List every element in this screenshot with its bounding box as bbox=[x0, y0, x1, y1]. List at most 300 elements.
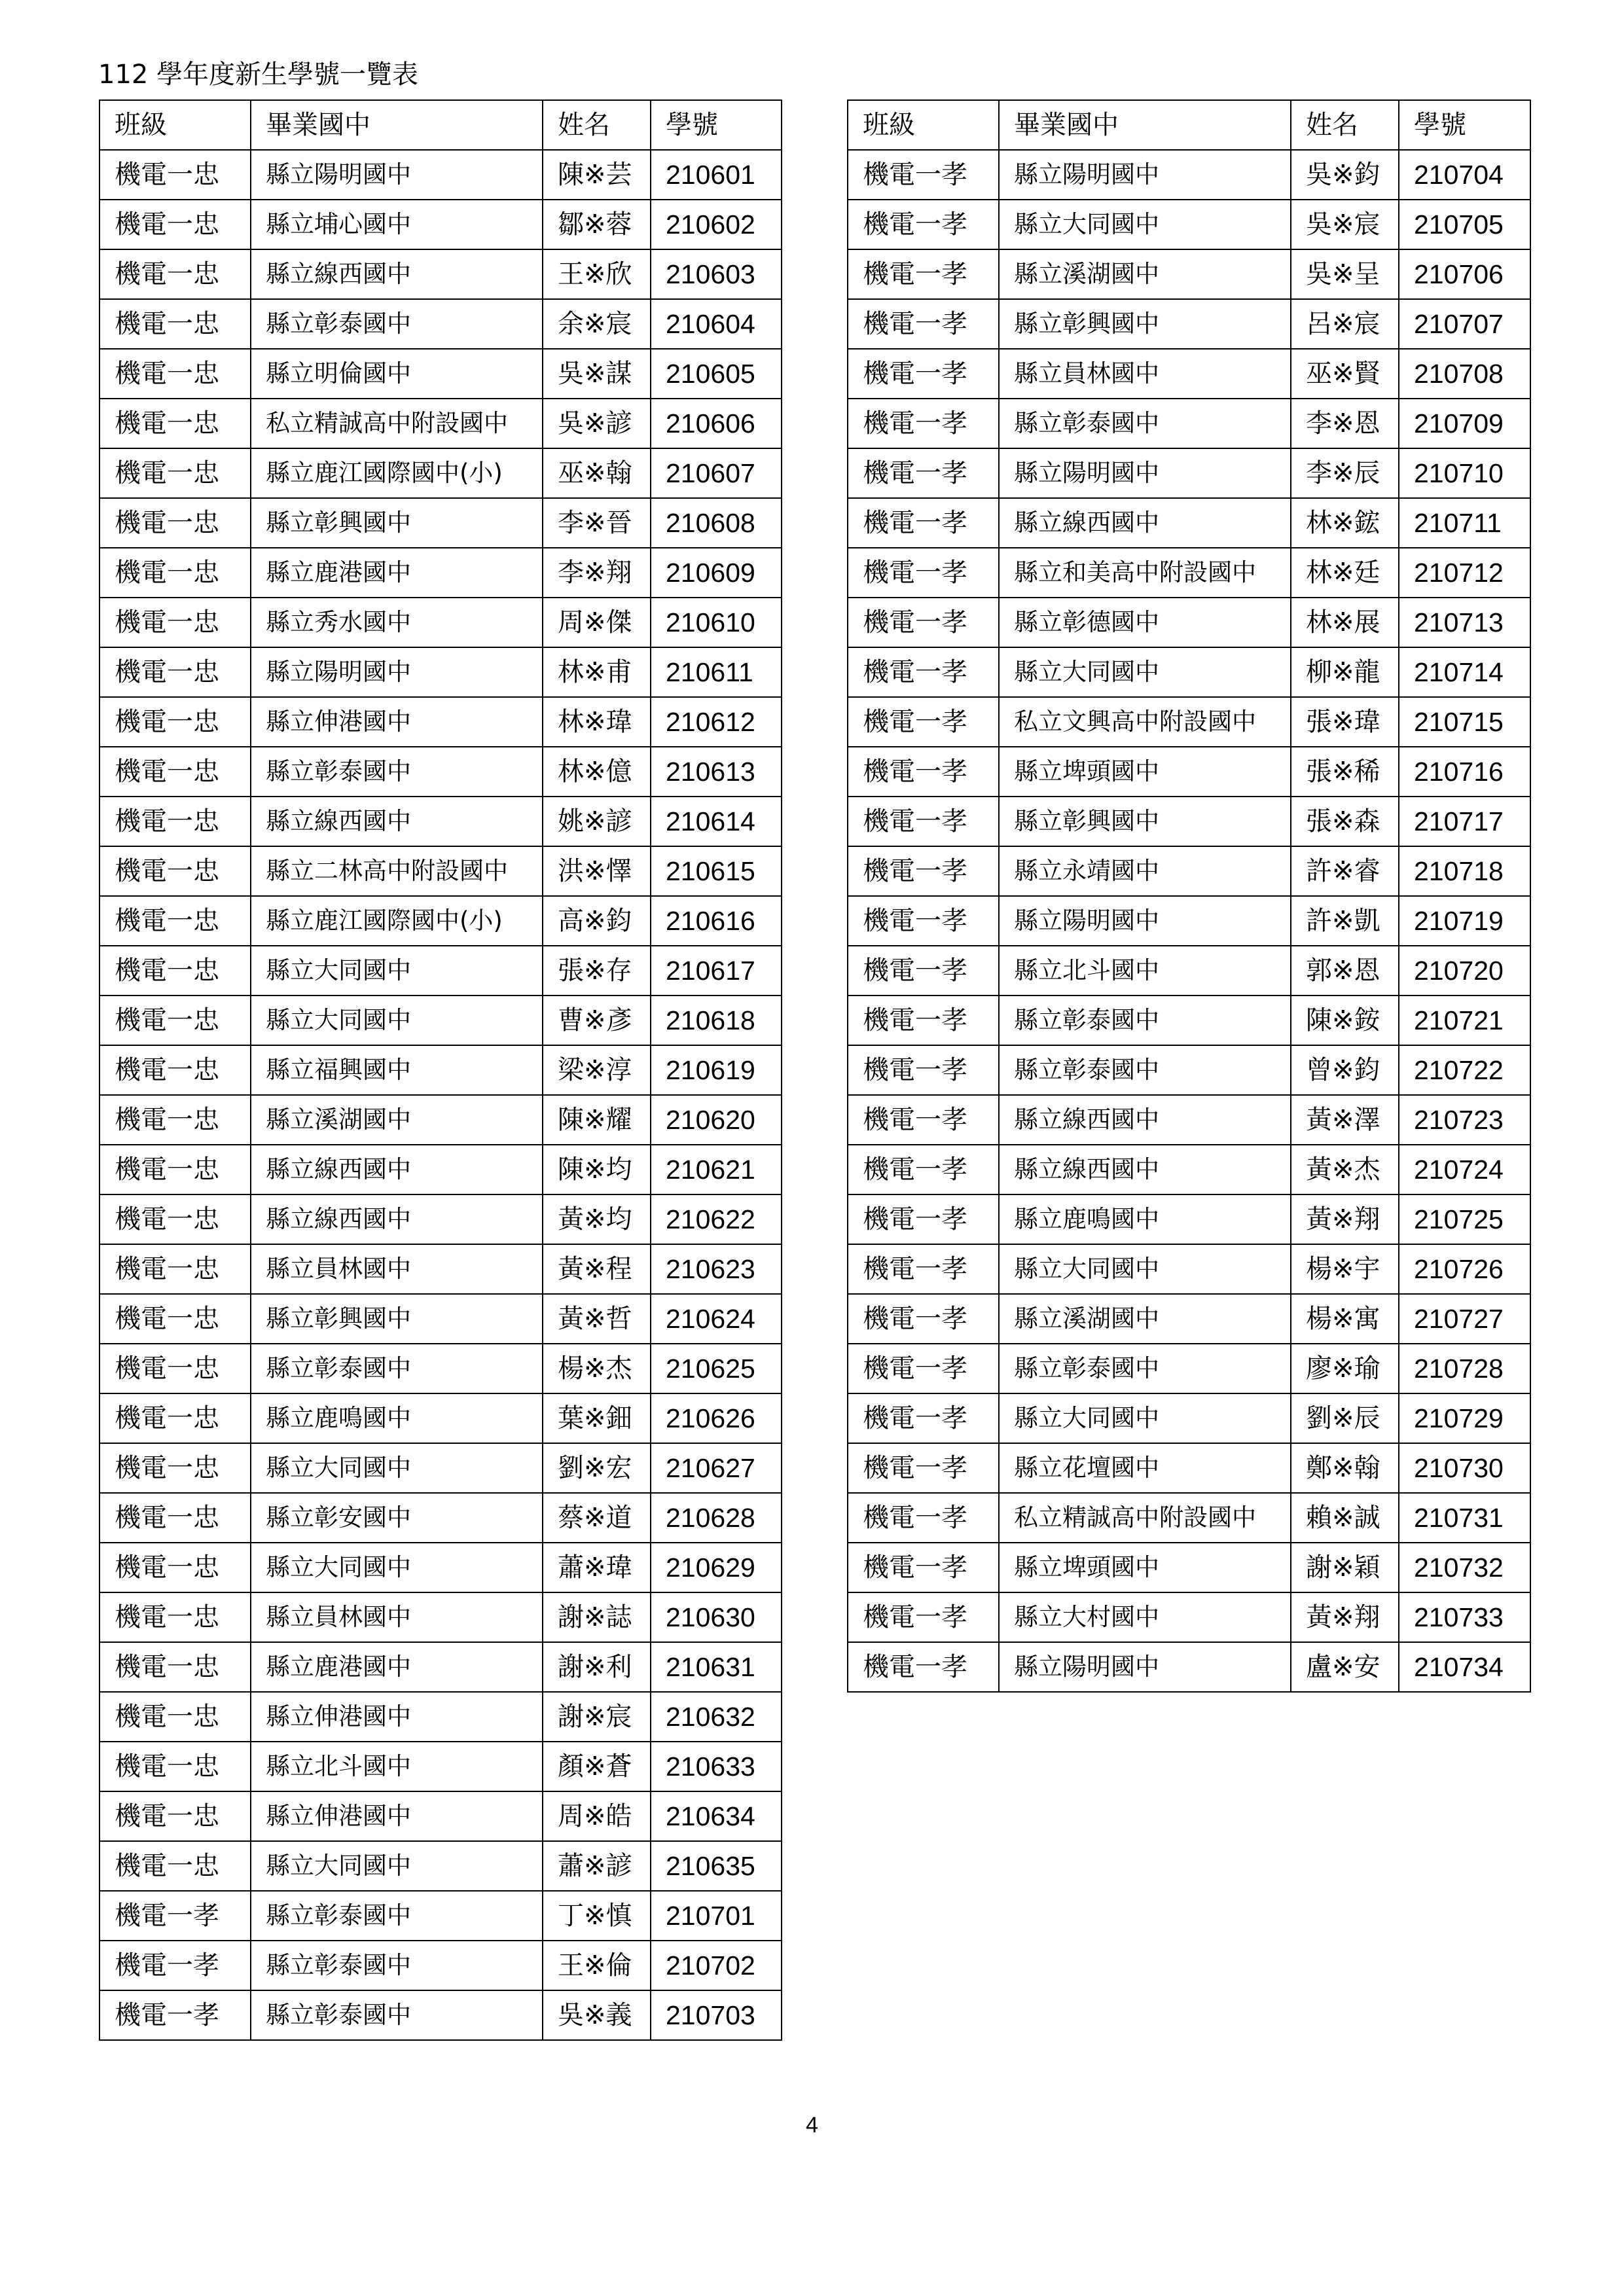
class-cell: 機電一孝 bbox=[848, 946, 999, 996]
table-row bbox=[848, 946, 1530, 996]
table-row bbox=[99, 349, 782, 399]
class-cell: 機電一忠 bbox=[99, 1642, 251, 1692]
table-row bbox=[99, 846, 782, 896]
table-row bbox=[99, 1244, 782, 1294]
table-row bbox=[848, 1244, 1530, 1294]
name-cell: 鄒※蓉 bbox=[543, 200, 651, 249]
school-cell: 縣立員林國中 bbox=[251, 1592, 543, 1642]
table-row bbox=[848, 399, 1530, 448]
school-cell: 縣立伸港國中 bbox=[251, 1692, 543, 1742]
name-cell: 曾※鈞 bbox=[1291, 1045, 1399, 1095]
table-row bbox=[99, 1145, 782, 1194]
name-cell: 巫※翰 bbox=[543, 448, 651, 498]
name-cell: 楊※杰 bbox=[543, 1344, 651, 1393]
student-id-cell: 210617 bbox=[651, 946, 782, 996]
name-cell: 劉※宏 bbox=[543, 1443, 651, 1493]
page-number: 4 bbox=[806, 2113, 818, 2138]
student-id-cell: 210726 bbox=[1399, 1244, 1530, 1294]
name-cell: 謝※宸 bbox=[543, 1692, 651, 1742]
school-cell: 縣立彰安國中 bbox=[251, 1493, 543, 1543]
name-cell: 楊※寓 bbox=[1291, 1294, 1399, 1344]
class-cell: 機電一孝 bbox=[848, 399, 999, 448]
student-id-cell: 210716 bbox=[1399, 747, 1530, 797]
table-row bbox=[99, 1592, 782, 1642]
name-cell: 黃※程 bbox=[543, 1244, 651, 1294]
student-id-cell: 210609 bbox=[651, 548, 782, 598]
school-cell: 縣立線西國中 bbox=[251, 1145, 543, 1194]
student-id-cell: 210732 bbox=[1399, 1543, 1530, 1592]
table-row bbox=[99, 299, 782, 349]
school-cell: 縣立彰泰國中 bbox=[999, 1344, 1291, 1393]
class-cell: 機電一孝 bbox=[848, 200, 999, 249]
name-cell: 葉※鈿 bbox=[543, 1393, 651, 1443]
student-id-cell: 210702 bbox=[651, 1941, 782, 1990]
table-row bbox=[99, 598, 782, 647]
school-cell: 縣立陽明國中 bbox=[251, 647, 543, 697]
class-cell: 機電一忠 bbox=[99, 448, 251, 498]
student-id-cell: 210614 bbox=[651, 797, 782, 846]
school-cell: 縣立彰泰國中 bbox=[999, 399, 1291, 448]
student-id-cell: 210627 bbox=[651, 1443, 782, 1493]
class-cell: 機電一孝 bbox=[848, 1642, 999, 1692]
student-id-cell: 210706 bbox=[1399, 249, 1530, 299]
table-row bbox=[848, 896, 1530, 946]
student-id-cell: 210612 bbox=[651, 697, 782, 747]
school-cell: 縣立埔心國中 bbox=[251, 200, 543, 249]
name-cell: 黃※翔 bbox=[1291, 1194, 1399, 1244]
name-cell: 王※欣 bbox=[543, 249, 651, 299]
school-cell: 縣立鹿江國際國中(小) bbox=[251, 896, 543, 946]
table-header-row bbox=[99, 100, 782, 150]
name-cell: 王※倫 bbox=[543, 1941, 651, 1990]
school-cell: 縣立秀水國中 bbox=[251, 598, 543, 647]
name-cell: 周※皓 bbox=[543, 1791, 651, 1841]
school-cell: 縣立福興國中 bbox=[251, 1045, 543, 1095]
class-cell: 機電一忠 bbox=[99, 1344, 251, 1393]
table-row bbox=[848, 996, 1530, 1045]
name-cell: 李※翔 bbox=[543, 548, 651, 598]
table-row bbox=[848, 150, 1530, 200]
school-cell: 縣立大同國中 bbox=[251, 1841, 543, 1891]
table-row bbox=[99, 797, 782, 846]
student-id-cell: 210613 bbox=[651, 747, 782, 797]
class-cell: 機電一孝 bbox=[848, 1244, 999, 1294]
table-row bbox=[848, 448, 1530, 498]
name-cell: 陳※芸 bbox=[543, 150, 651, 200]
name-cell: 曹※彥 bbox=[543, 996, 651, 1045]
school-cell: 縣立線西國中 bbox=[251, 249, 543, 299]
school-cell: 縣立彰泰國中 bbox=[999, 996, 1291, 1045]
student-id-cell: 210629 bbox=[651, 1543, 782, 1592]
school-cell: 縣立彰泰國中 bbox=[251, 747, 543, 797]
student-table-right bbox=[847, 99, 1531, 1693]
student-id-cell: 210718 bbox=[1399, 846, 1530, 896]
name-cell: 張※存 bbox=[543, 946, 651, 996]
name-cell: 黃※杰 bbox=[1291, 1145, 1399, 1194]
table-row bbox=[99, 1841, 782, 1891]
name-cell: 林※瑋 bbox=[543, 697, 651, 747]
table-row bbox=[848, 1443, 1530, 1493]
class-cell: 機電一忠 bbox=[99, 996, 251, 1045]
class-cell: 機電一忠 bbox=[99, 946, 251, 996]
student-id-cell: 210730 bbox=[1399, 1443, 1530, 1493]
table-row bbox=[99, 1393, 782, 1443]
school-cell: 縣立鹿鳴國中 bbox=[251, 1393, 543, 1443]
name-cell: 盧※安 bbox=[1291, 1642, 1399, 1692]
class-cell: 機電一孝 bbox=[848, 1393, 999, 1443]
header-class: 班級 bbox=[99, 100, 251, 150]
class-cell: 機電一孝 bbox=[848, 747, 999, 797]
table-row bbox=[848, 349, 1530, 399]
school-cell: 私立精誠高中附設國中 bbox=[999, 1493, 1291, 1543]
class-cell: 機電一忠 bbox=[99, 1692, 251, 1742]
student-id-cell: 210734 bbox=[1399, 1642, 1530, 1692]
table-body bbox=[848, 150, 1530, 1692]
name-cell: 吳※宸 bbox=[1291, 200, 1399, 249]
name-cell: 李※恩 bbox=[1291, 399, 1399, 448]
student-id-cell: 210717 bbox=[1399, 797, 1530, 846]
school-cell: 縣立鹿鳴國中 bbox=[999, 1194, 1291, 1244]
class-cell: 機電一孝 bbox=[848, 996, 999, 1045]
school-cell: 縣立埤頭國中 bbox=[999, 747, 1291, 797]
class-cell: 機電一孝 bbox=[848, 1443, 999, 1493]
school-cell: 縣立埤頭國中 bbox=[999, 1543, 1291, 1592]
table-row bbox=[848, 200, 1530, 249]
name-cell: 張※稀 bbox=[1291, 747, 1399, 797]
table-row bbox=[99, 1791, 782, 1841]
class-cell: 機電一孝 bbox=[848, 1194, 999, 1244]
school-cell: 縣立彰泰國中 bbox=[251, 1344, 543, 1393]
name-cell: 楊※宇 bbox=[1291, 1244, 1399, 1294]
student-id-cell: 210721 bbox=[1399, 996, 1530, 1045]
table-row bbox=[99, 1990, 782, 2040]
school-cell: 私立文興高中附設國中 bbox=[999, 697, 1291, 747]
student-id-cell: 210713 bbox=[1399, 598, 1530, 647]
table-row bbox=[99, 697, 782, 747]
school-cell: 縣立彰泰國中 bbox=[251, 1891, 543, 1941]
table-row bbox=[99, 200, 782, 249]
student-id-cell: 210701 bbox=[651, 1891, 782, 1941]
student-id-cell: 210608 bbox=[651, 498, 782, 548]
student-id-cell: 210601 bbox=[651, 150, 782, 200]
school-cell: 縣立大同國中 bbox=[251, 946, 543, 996]
school-cell: 私立精誠高中附設國中 bbox=[251, 399, 543, 448]
table-row bbox=[848, 797, 1530, 846]
class-cell: 機電一忠 bbox=[99, 1493, 251, 1543]
table-row bbox=[848, 1045, 1530, 1095]
table-row bbox=[848, 1294, 1530, 1344]
school-cell: 縣立大村國中 bbox=[999, 1592, 1291, 1642]
table-row bbox=[99, 647, 782, 697]
student-id-cell: 210724 bbox=[1399, 1145, 1530, 1194]
school-cell: 縣立和美高中附設國中 bbox=[999, 548, 1291, 598]
name-cell: 謝※誌 bbox=[543, 1592, 651, 1642]
student-id-cell: 210611 bbox=[651, 647, 782, 697]
name-cell: 丁※慎 bbox=[543, 1891, 651, 1941]
name-cell: 林※展 bbox=[1291, 598, 1399, 647]
student-id-cell: 210607 bbox=[651, 448, 782, 498]
class-cell: 機電一忠 bbox=[99, 1841, 251, 1891]
student-id-cell: 210733 bbox=[1399, 1592, 1530, 1642]
name-cell: 謝※利 bbox=[543, 1642, 651, 1692]
name-cell: 陳※銨 bbox=[1291, 996, 1399, 1045]
table-row bbox=[848, 1543, 1530, 1592]
table-row bbox=[99, 1941, 782, 1990]
class-cell: 機電一孝 bbox=[848, 647, 999, 697]
school-cell: 縣立彰興國中 bbox=[251, 498, 543, 548]
name-cell: 蕭※諺 bbox=[543, 1841, 651, 1891]
school-cell: 縣立彰德國中 bbox=[999, 598, 1291, 647]
page-title: 112 學年度新生學號一覽表 bbox=[98, 60, 419, 90]
class-cell: 機電一忠 bbox=[99, 747, 251, 797]
name-cell: 林※鋐 bbox=[1291, 498, 1399, 548]
name-cell: 謝※穎 bbox=[1291, 1543, 1399, 1592]
table-row bbox=[99, 1443, 782, 1493]
class-cell: 機電一忠 bbox=[99, 399, 251, 448]
table-row bbox=[848, 747, 1530, 797]
student-id-cell: 210616 bbox=[651, 896, 782, 946]
student-id-cell: 210631 bbox=[651, 1642, 782, 1692]
student-id-cell: 210714 bbox=[1399, 647, 1530, 697]
table-row bbox=[99, 1045, 782, 1095]
class-cell: 機電一孝 bbox=[848, 1592, 999, 1642]
name-cell: 蔡※道 bbox=[543, 1493, 651, 1543]
student-id-cell: 210725 bbox=[1399, 1194, 1530, 1244]
student-id-cell: 210634 bbox=[651, 1791, 782, 1841]
table-row bbox=[99, 1692, 782, 1742]
student-id-cell: 210731 bbox=[1399, 1493, 1530, 1543]
school-cell: 縣立彰泰國中 bbox=[251, 1990, 543, 2040]
school-cell: 縣立花壇國中 bbox=[999, 1443, 1291, 1493]
student-table-left bbox=[99, 99, 782, 2041]
student-id-cell: 210615 bbox=[651, 846, 782, 896]
table-body bbox=[99, 150, 782, 2040]
student-id-cell: 210622 bbox=[651, 1194, 782, 1244]
table-row bbox=[848, 1344, 1530, 1393]
table-row bbox=[99, 1493, 782, 1543]
name-cell: 李※晉 bbox=[543, 498, 651, 548]
name-cell: 林※甫 bbox=[543, 647, 651, 697]
class-cell: 機電一孝 bbox=[99, 1941, 251, 1990]
class-cell: 機電一忠 bbox=[99, 1194, 251, 1244]
table-row bbox=[848, 846, 1530, 896]
table-row bbox=[99, 1095, 782, 1145]
school-cell: 縣立陽明國中 bbox=[999, 150, 1291, 200]
school-cell: 縣立大同國中 bbox=[251, 996, 543, 1045]
class-cell: 機電一孝 bbox=[848, 797, 999, 846]
table-row bbox=[848, 1642, 1530, 1692]
table-row bbox=[848, 697, 1530, 747]
table-row bbox=[848, 1592, 1530, 1642]
table-row bbox=[99, 1642, 782, 1692]
class-cell: 機電一忠 bbox=[99, 1592, 251, 1642]
student-id-cell: 210602 bbox=[651, 200, 782, 249]
table-row bbox=[99, 249, 782, 299]
name-cell: 陳※均 bbox=[543, 1145, 651, 1194]
name-cell: 蕭※瑋 bbox=[543, 1543, 651, 1592]
table-row bbox=[848, 1095, 1530, 1145]
table-row bbox=[848, 249, 1530, 299]
student-id-cell: 210618 bbox=[651, 996, 782, 1045]
school-cell: 縣立彰興國中 bbox=[999, 299, 1291, 349]
class-cell: 機電一忠 bbox=[99, 498, 251, 548]
name-cell: 李※辰 bbox=[1291, 448, 1399, 498]
class-cell: 機電一孝 bbox=[848, 1543, 999, 1592]
class-cell: 機電一孝 bbox=[848, 846, 999, 896]
class-cell: 機電一孝 bbox=[848, 598, 999, 647]
table-row bbox=[99, 548, 782, 598]
class-cell: 機電一孝 bbox=[848, 1145, 999, 1194]
school-cell: 縣立大同國中 bbox=[251, 1443, 543, 1493]
school-cell: 縣立線西國中 bbox=[999, 1095, 1291, 1145]
table-row bbox=[99, 1543, 782, 1592]
name-cell: 吳※鈞 bbox=[1291, 150, 1399, 200]
table-row bbox=[848, 1145, 1530, 1194]
table-row bbox=[99, 1891, 782, 1941]
class-cell: 機電一孝 bbox=[848, 1493, 999, 1543]
class-cell: 機電一孝 bbox=[848, 349, 999, 399]
class-cell: 機電一忠 bbox=[99, 1045, 251, 1095]
student-id-cell: 210604 bbox=[651, 299, 782, 349]
school-cell: 縣立陽明國中 bbox=[999, 896, 1291, 946]
name-cell: 林※億 bbox=[543, 747, 651, 797]
table-row bbox=[848, 598, 1530, 647]
class-cell: 機電一忠 bbox=[99, 797, 251, 846]
class-cell: 機電一孝 bbox=[848, 1095, 999, 1145]
table-row bbox=[848, 548, 1530, 598]
student-id-cell: 210709 bbox=[1399, 399, 1530, 448]
school-cell: 縣立北斗國中 bbox=[999, 946, 1291, 996]
table-row bbox=[848, 498, 1530, 548]
class-cell: 機電一忠 bbox=[99, 1145, 251, 1194]
table-row bbox=[99, 896, 782, 946]
student-id-cell: 210635 bbox=[651, 1841, 782, 1891]
class-cell: 機電一孝 bbox=[848, 697, 999, 747]
student-id-cell: 210603 bbox=[651, 249, 782, 299]
class-cell: 機電一孝 bbox=[848, 249, 999, 299]
school-cell: 縣立線西國中 bbox=[999, 1145, 1291, 1194]
class-cell: 機電一孝 bbox=[848, 1294, 999, 1344]
name-cell: 洪※懌 bbox=[543, 846, 651, 896]
school-cell: 縣立大同國中 bbox=[999, 1244, 1291, 1294]
class-cell: 機電一忠 bbox=[99, 249, 251, 299]
student-id-cell: 210632 bbox=[651, 1692, 782, 1742]
student-id-cell: 210619 bbox=[651, 1045, 782, 1095]
name-cell: 張※森 bbox=[1291, 797, 1399, 846]
class-cell: 機電一孝 bbox=[99, 1891, 251, 1941]
school-cell: 縣立員林國中 bbox=[251, 1244, 543, 1294]
school-cell: 縣立陽明國中 bbox=[999, 1642, 1291, 1692]
school-cell: 縣立伸港國中 bbox=[251, 1791, 543, 1841]
student-id-cell: 210623 bbox=[651, 1244, 782, 1294]
student-id-cell: 210728 bbox=[1399, 1344, 1530, 1393]
school-cell: 縣立大同國中 bbox=[999, 1393, 1291, 1443]
name-cell: 周※傑 bbox=[543, 598, 651, 647]
school-cell: 縣立鹿港國中 bbox=[251, 548, 543, 598]
table-row bbox=[848, 1194, 1530, 1244]
school-cell: 縣立二林高中附設國中 bbox=[251, 846, 543, 896]
student-id-cell: 210605 bbox=[651, 349, 782, 399]
table-row bbox=[99, 1294, 782, 1344]
table-row bbox=[99, 150, 782, 200]
name-cell: 廖※瑜 bbox=[1291, 1344, 1399, 1393]
name-cell: 余※宸 bbox=[543, 299, 651, 349]
student-id-cell: 210606 bbox=[651, 399, 782, 448]
name-cell: 姚※諺 bbox=[543, 797, 651, 846]
name-cell: 鄭※翰 bbox=[1291, 1443, 1399, 1493]
class-cell: 機電一忠 bbox=[99, 647, 251, 697]
name-cell: 黃※哲 bbox=[543, 1294, 651, 1344]
class-cell: 機電一忠 bbox=[99, 299, 251, 349]
student-id-cell: 210628 bbox=[651, 1493, 782, 1543]
school-cell: 縣立鹿港國中 bbox=[251, 1642, 543, 1692]
student-id-cell: 210620 bbox=[651, 1095, 782, 1145]
school-cell: 縣立線西國中 bbox=[251, 1194, 543, 1244]
table-row bbox=[99, 1742, 782, 1791]
class-cell: 機電一孝 bbox=[848, 299, 999, 349]
school-cell: 縣立大同國中 bbox=[999, 200, 1291, 249]
class-cell: 機電一忠 bbox=[99, 1393, 251, 1443]
table-row bbox=[848, 299, 1530, 349]
school-cell: 縣立彰泰國中 bbox=[251, 1941, 543, 1990]
class-cell: 機電一忠 bbox=[99, 548, 251, 598]
school-cell: 縣立溪湖國中 bbox=[999, 1294, 1291, 1344]
school-cell: 縣立鹿江國際國中(小) bbox=[251, 448, 543, 498]
school-cell: 縣立北斗國中 bbox=[251, 1742, 543, 1791]
student-id-cell: 210610 bbox=[651, 598, 782, 647]
school-cell: 縣立彰泰國中 bbox=[251, 299, 543, 349]
student-id-cell: 210705 bbox=[1399, 200, 1530, 249]
class-cell: 機電一忠 bbox=[99, 896, 251, 946]
name-cell: 許※睿 bbox=[1291, 846, 1399, 896]
name-cell: 高※鈞 bbox=[543, 896, 651, 946]
student-id-cell: 210704 bbox=[1399, 150, 1530, 200]
table-row bbox=[99, 448, 782, 498]
class-cell: 機電一忠 bbox=[99, 200, 251, 249]
name-cell: 劉※辰 bbox=[1291, 1393, 1399, 1443]
student-id-cell: 210711 bbox=[1399, 498, 1530, 548]
student-id-cell: 210723 bbox=[1399, 1095, 1530, 1145]
class-cell: 機電一孝 bbox=[848, 498, 999, 548]
school-cell: 縣立溪湖國中 bbox=[999, 249, 1291, 299]
name-cell: 郭※恩 bbox=[1291, 946, 1399, 996]
student-id-cell: 210727 bbox=[1399, 1294, 1530, 1344]
class-cell: 機電一孝 bbox=[848, 1045, 999, 1095]
class-cell: 機電一忠 bbox=[99, 1742, 251, 1791]
student-id-cell: 210722 bbox=[1399, 1045, 1530, 1095]
student-id-cell: 210708 bbox=[1399, 349, 1530, 399]
table-row bbox=[99, 1344, 782, 1393]
table-row bbox=[848, 1493, 1530, 1543]
school-cell: 縣立員林國中 bbox=[999, 349, 1291, 399]
class-cell: 機電一忠 bbox=[99, 1294, 251, 1344]
class-cell: 機電一忠 bbox=[99, 846, 251, 896]
student-id-cell: 210719 bbox=[1399, 896, 1530, 946]
school-cell: 縣立彰興國中 bbox=[251, 1294, 543, 1344]
table-row bbox=[99, 1194, 782, 1244]
school-cell: 縣立陽明國中 bbox=[251, 150, 543, 200]
school-cell: 縣立線西國中 bbox=[251, 797, 543, 846]
student-id-cell: 210712 bbox=[1399, 548, 1530, 598]
name-cell: 張※瑋 bbox=[1291, 697, 1399, 747]
table-row bbox=[99, 399, 782, 448]
class-cell: 機電一忠 bbox=[99, 1244, 251, 1294]
name-cell: 黃※澤 bbox=[1291, 1095, 1399, 1145]
class-cell: 機電一孝 bbox=[848, 448, 999, 498]
name-cell: 顏※蒼 bbox=[543, 1742, 651, 1791]
name-cell: 陳※耀 bbox=[543, 1095, 651, 1145]
name-cell: 許※凱 bbox=[1291, 896, 1399, 946]
